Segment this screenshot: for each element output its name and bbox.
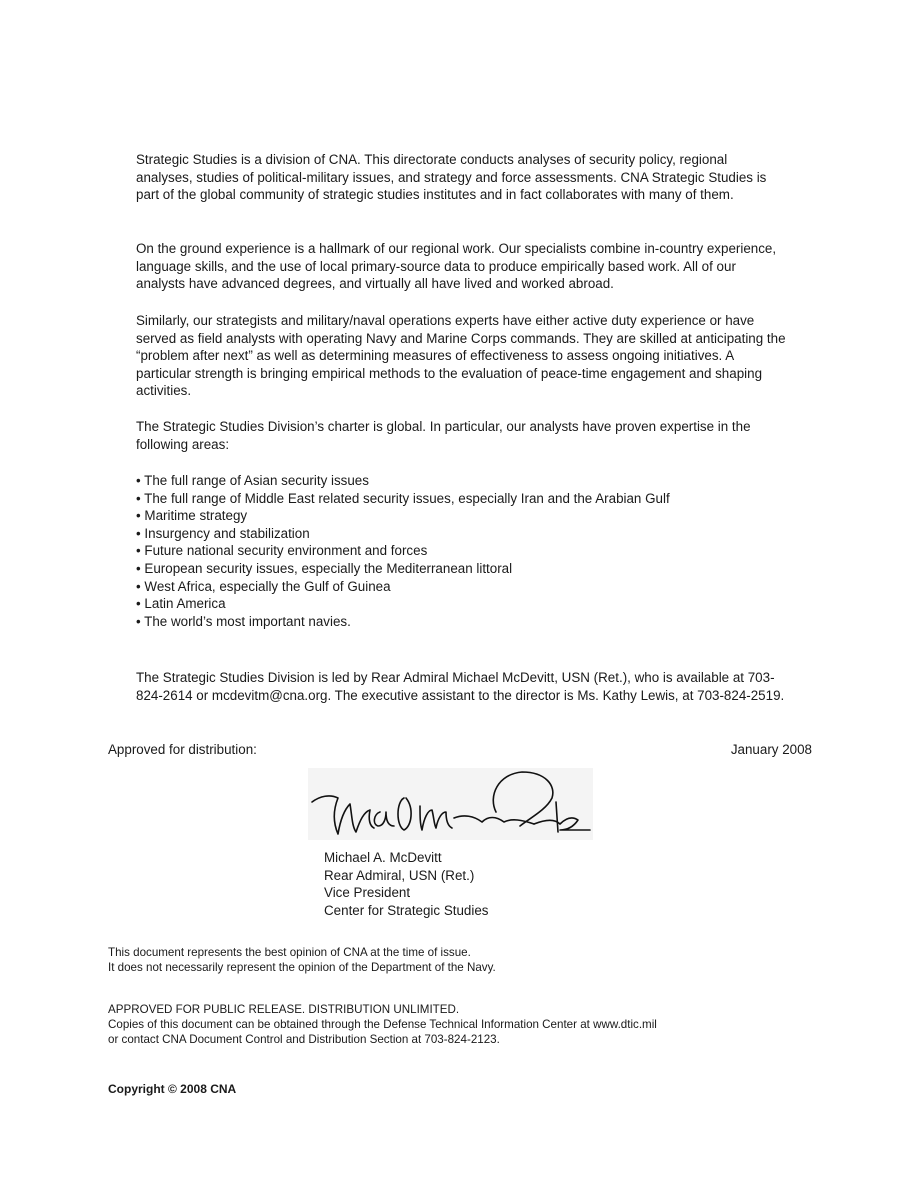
release-notice bbox=[108, 1002, 828, 1048]
intro-text-1: Strategic Studies is a division of CNA. This directorate conducts analyses of security policy, regional analyses, studies of political-military issues, and strategy and force assessments. CNA Strategic Studies is part of the global community of strategic studies institutes and in fact collaborates with many of them. bbox=[136, 152, 767, 203]
intro-text-3: Similarly, our strategists and military/naval operations experts have either active duty experience or have served as field analysts with operating Navy and Marine Corps commands. They are skilled at anticipating the “problem after next” as well as determining measures of effectiveness to assess ongoing initiatives. A particular strength is bringing empirical methods to the evaluation of peace-time engagement and shaping activities. bbox=[136, 313, 786, 399]
approval-date: January 2008 bbox=[730, 742, 812, 757]
list-item: • Latin America bbox=[136, 595, 786, 613]
leadership-paragraph bbox=[136, 669, 786, 704]
release-line: APPROVED FOR PUBLIC RELEASE. DISTRIBUTION UNLIMITED. bbox=[108, 1003, 460, 1016]
intro-paragraph-2 bbox=[136, 240, 786, 293]
release-line: Copies of this document can be obtained through the Defense Technical Information Center at www.dtic.mil bbox=[108, 1018, 657, 1032]
release-line: or contact CNA Document Control and Distribution Section at 703-824-2123. bbox=[108, 1033, 500, 1047]
list-item: • Maritime strategy bbox=[136, 507, 786, 525]
intro-text-4: The Strategic Studies Division’s charter is global. In particular, our analysts have proven expertise in the following areas: bbox=[136, 419, 751, 452]
list-item: • Insurgency and stabilization bbox=[136, 525, 786, 543]
disclaimer bbox=[108, 945, 828, 975]
approval-label: Approved for distribution: bbox=[108, 742, 257, 757]
list-item: • West Africa, especially the Gulf of Guinea bbox=[136, 578, 786, 596]
list-item: • The full range of Asian security issues bbox=[136, 472, 786, 490]
list-item: • European security issues, especially the Mediterranean littoral bbox=[136, 560, 786, 578]
list-item: • The world’s most important navies. bbox=[136, 613, 786, 631]
copyright-notice: Copyright © 2008 CNA bbox=[108, 1082, 237, 1096]
signer-organization: Center for Strategic Studies bbox=[324, 902, 489, 918]
expertise-list bbox=[136, 472, 786, 630]
disclaimer-line: This document represents the best opinion of CNA at the time of issue. bbox=[108, 946, 471, 959]
leadership-text: The Strategic Studies Division is led by Rear Admiral Michael McDevitt, USN (Ret.), who is available at 703-824-2614 or mcdevitm@cna.org. The executive assistant to the director is Ms. Kathy Lewis, at 703-824-2519. bbox=[136, 670, 785, 703]
list-item: • Future national security environment and forces bbox=[136, 542, 786, 560]
intro-paragraph-4 bbox=[136, 418, 786, 453]
intro-text-2: On the ground experience is a hallmark of our regional work. Our specialists combine in-country experience, language skills, and the use of local primary-source data to produce empirically based work. All of our analysts have advanced degrees, and virtually all have lived and worked abroad. bbox=[136, 241, 777, 292]
signer-title: Vice President bbox=[324, 885, 411, 901]
approval-row bbox=[108, 741, 812, 759]
signer-block bbox=[324, 849, 489, 919]
signature-image bbox=[308, 768, 593, 840]
list-item: • The full range of Middle East related security issues, especially Iran and the Arabian Gulf bbox=[136, 490, 786, 508]
intro-paragraph-1 bbox=[136, 151, 786, 204]
disclaimer-line: It does not necessarily represent the opinion of the Department of the Navy. bbox=[108, 961, 496, 975]
signer-rank: Rear Admiral, USN (Ret.) bbox=[324, 867, 475, 883]
intro-paragraph-3 bbox=[136, 312, 786, 400]
signer-name: Michael A. McDevitt bbox=[324, 850, 442, 865]
